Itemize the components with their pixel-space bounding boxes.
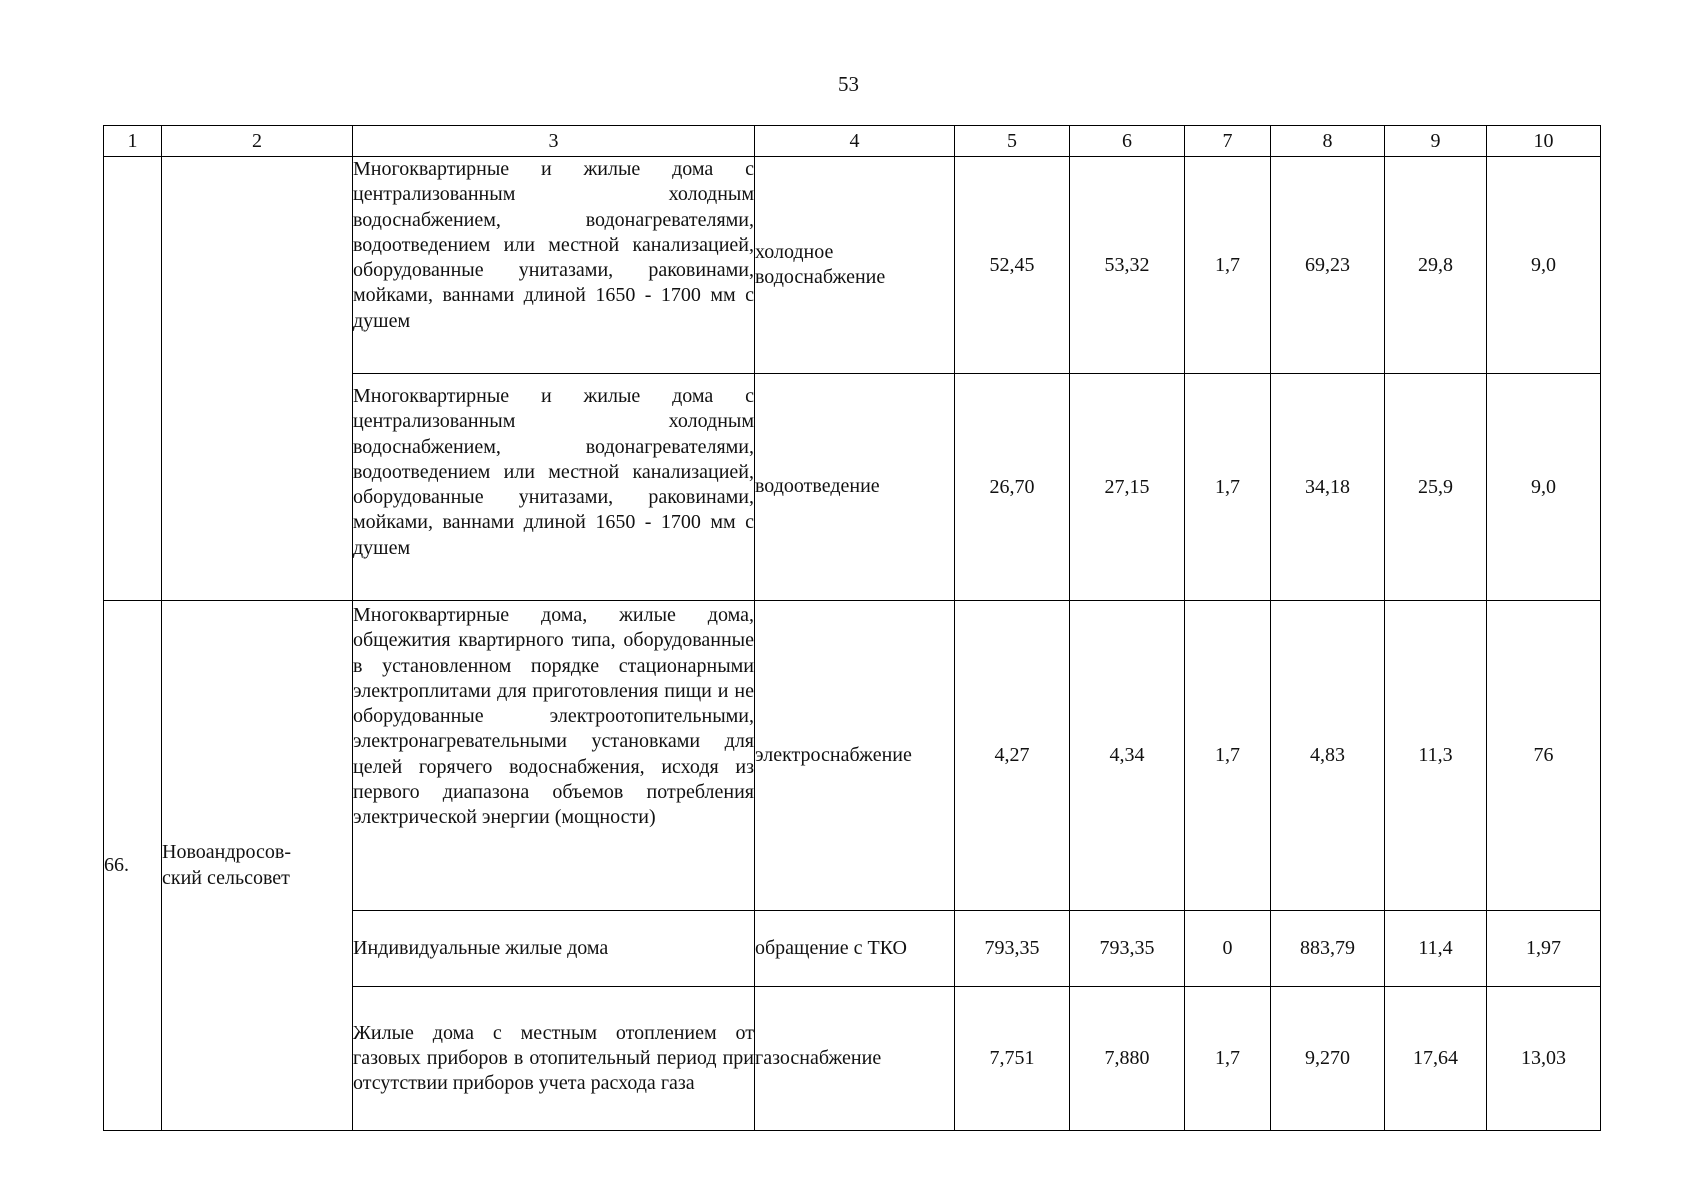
description-cell: Жилые дома с местным отоплением от газовых приборов в отопительный период при отсутствии приборов учета расхода газа — [353, 987, 755, 1131]
value-cell: 793,35 — [1070, 911, 1185, 987]
value-cell: 13,03 — [1487, 987, 1601, 1131]
service-cell: электроснабжение — [755, 601, 955, 911]
value-cell: 1,7 — [1185, 601, 1271, 911]
value-cell: 1,7 — [1185, 374, 1271, 601]
table-row — [104, 157, 1601, 374]
column-header: 2 — [162, 126, 353, 157]
column-header: 10 — [1487, 126, 1601, 157]
value-cell: 52,45 — [955, 157, 1070, 374]
page-number: 53 — [838, 72, 859, 96]
value-cell: 7,880 — [1070, 987, 1185, 1131]
value-cell: 17,64 — [1385, 987, 1487, 1131]
value-cell: 69,23 — [1271, 157, 1385, 374]
value-cell: 34,18 — [1271, 374, 1385, 601]
value-cell: 11,3 — [1385, 601, 1487, 911]
value-cell: 53,32 — [1070, 157, 1185, 374]
service-cell: водоотведение — [755, 374, 955, 601]
row-index-cell: 66. — [104, 601, 162, 1131]
index-cell-empty — [104, 157, 162, 601]
value-cell: 11,4 — [1385, 911, 1487, 987]
column-header: 1 — [104, 126, 162, 157]
value-cell: 29,8 — [1385, 157, 1487, 374]
value-cell: 9,270 — [1271, 987, 1385, 1131]
column-header: 4 — [755, 126, 955, 157]
value-cell: 1,7 — [1185, 157, 1271, 374]
value-cell: 76 — [1487, 601, 1601, 911]
value-cell: 9,0 — [1487, 157, 1601, 374]
description-cell: Многоквартирные и жилые дома с централизованным холодным водоснабжением, водонагревателями, водоотведением или местной канализацией, оборудованные унитазами, раковинами, мойками, ваннами длиной 1650 - 1700 мм с душем — [353, 157, 755, 374]
value-cell: 7,751 — [955, 987, 1070, 1131]
value-cell: 1,7 — [1185, 987, 1271, 1131]
column-header: 5 — [955, 126, 1070, 157]
value-cell: 27,15 — [1070, 374, 1185, 601]
value-cell: 4,83 — [1271, 601, 1385, 911]
value-cell: 793,35 — [955, 911, 1070, 987]
name-cell-empty — [162, 157, 353, 601]
service-cell: холодное водоснабжение — [755, 157, 955, 374]
service-cell: газоснабжение — [755, 987, 955, 1131]
settlement-name-line: Новоандросов- — [162, 841, 291, 864]
description-cell: Индивидуальные жилые дома — [353, 911, 755, 987]
value-cell: 26,70 — [955, 374, 1070, 601]
table-header-row — [104, 126, 1601, 157]
value-cell: 1,97 — [1487, 911, 1601, 987]
value-cell: 25,9 — [1385, 374, 1487, 601]
settlement-name-line: ский сельсовет — [162, 866, 290, 889]
value-cell: 883,79 — [1271, 911, 1385, 987]
settlement-name-cell — [162, 601, 353, 1131]
column-header: 7 — [1185, 126, 1271, 157]
table-row — [104, 601, 1601, 911]
tariff-table — [103, 125, 1601, 1131]
value-cell: 4,27 — [955, 601, 1070, 911]
value-cell: 0 — [1185, 911, 1271, 987]
column-header: 3 — [353, 126, 755, 157]
value-cell: 4,34 — [1070, 601, 1185, 911]
column-header: 6 — [1070, 126, 1185, 157]
column-header: 8 — [1271, 126, 1385, 157]
description-cell: Многоквартирные и жилые дома с централизованным холодным водоснабжением, водонагревателями, водоотведением или местной канализацией, оборудованные унитазами, раковинами, мойками, ваннами длиной 1650 - 1700 мм с душем — [353, 374, 755, 601]
column-header: 9 — [1385, 126, 1487, 157]
service-cell: обращение с ТКО — [755, 911, 955, 987]
value-cell: 9,0 — [1487, 374, 1601, 601]
description-cell: Многоквартирные дома, жилые дома, общежития квартирного типа, оборудованные в установленном порядке стационарными электроплитами для приготовления пищи и не оборудованные электроотопительными, электронагревательными установками для целей горячего водоснабжения, исходя из первого диапазона объемов потребления электрической энергии (мощности) — [353, 601, 755, 911]
